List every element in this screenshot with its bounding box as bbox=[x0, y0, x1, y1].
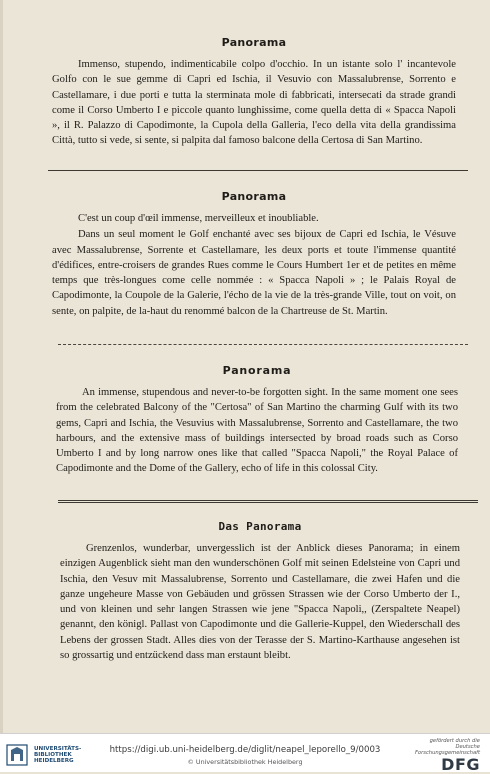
section-divider bbox=[58, 344, 468, 345]
section-italian bbox=[52, 36, 456, 149]
library-name: UNIVERSITÄTS- BIBLIOTHEK HEIDELBERG bbox=[34, 745, 82, 765]
section-paragraph: Dans un seul moment le Golf enchanté avec ses bijoux de Capri ed Ischia, le Vésuve avec Massalubrense, Sorrente et Castellamare, les deux ports et toute l'immense quantité d'édifices, entre-croisers de grandes Rues comme le Cours Humbert 1er et de petites en même temps que très-longues come celle nommée : « Spacca Napoli » ; le Palais Royal de Capodimonte, la Coupole de la Galerie, l'écho de la vie de la très-grande Ville, tout on voit, on sente, on palpite, de la-haut du renommé balcon de la Chartreuse de St. Martin. bbox=[52, 229, 456, 317]
dfg-logo-icon: DFG bbox=[441, 755, 480, 774]
section-paragraph: Immenso, stupendo, indimenticabile colpo d'occhio. In un istante solo l' incantevole Golfo con le sue gemme di Capri ed Ischia, il Vesuvio con Massalubrense, Sorrento e Castellamare, i due porti e tutta la sterminata mole di fabbricati, intersecati da strade grandi come il Corso Umberto I e piccole quanto lunghissime, come quella detta di « Spacca Napoli », il R. Palazzo di Capodimonte, la Cupola della Galleria, l'eco della vita della grandissima Città, tutto si vede, si sente, si palpita dal famoso balcone della Certosa di San Martino. bbox=[52, 59, 456, 147]
section-german bbox=[60, 520, 460, 663]
section-paragraph: C'est un coup d'œil immense, merveilleux et inoubliable. bbox=[78, 213, 319, 224]
section-french bbox=[52, 190, 456, 319]
section-english bbox=[56, 364, 458, 477]
section-divider bbox=[48, 170, 468, 171]
section-divider bbox=[58, 500, 478, 503]
section-heading: Panorama bbox=[222, 364, 292, 377]
copyright-notice: © Universitätsbibliothek Heidelberg bbox=[187, 758, 303, 766]
viewer-footer bbox=[0, 733, 490, 772]
sponsor-label: gefördert durch die Deutsche Forschungsgemeinschaft bbox=[414, 738, 480, 756]
permalink-url[interactable]: https://digi.ub.uni-heidelberg.de/diglit/neapel_leporello_9/0003 bbox=[109, 745, 381, 755]
page-edge bbox=[0, 0, 3, 733]
sponsor-block[interactable] bbox=[415, 738, 480, 774]
section-heading: Panorama bbox=[221, 36, 287, 49]
section-paragraph: An immense, stupendous and never-to-be forgotten sight. In the same moment one sees from the celebrated Balcony of the "Certosa" of San Martino the charming Gulf with its two gems, Capri and Ischia, the Vesuvius with Massalubrense, Sorrento and Castellamare, the two harbours, and the extensive mass of buildings intersected by broad roads such as Corso Umberto I and by long narrow ones like that called "Spacca Napoli," the Royal Palace of Capodimonte and the Dome of the Gallery, echo of life in this colossal City. bbox=[56, 387, 458, 475]
section-heading: Panorama bbox=[221, 190, 287, 203]
section-heading: Das Panorama bbox=[218, 520, 302, 533]
section-paragraph: Grenzenlos, wunderbar, unvergesslich ist der Anblick dieses Panorama; in einem einzigen Augenblick sieht man den wunderschönen Golf mit seinen Edelsteine von Capri und Ischia, den Vesuv mit Massalubrense, Sorrento und Castellamare, die zwei Hafen und die ganze ungeheure Masse von Gebäuden und grössen Strassen wie der Corso Umberto der I., und von kleinen und sehr langen Strassen wie jene "Spacca Napoli,, (Zerspaltete Neapel) genannt, den königl. Pallast von Capodimonte und die Gallerie-Kuppel, den Wiederschall des Lebens der grossen Stadt. Alles dies von der Terasse der S. Martino-Karthause angesehen ist so grossartig und entzückend dass man erstaunt bleibt. bbox=[60, 543, 460, 662]
